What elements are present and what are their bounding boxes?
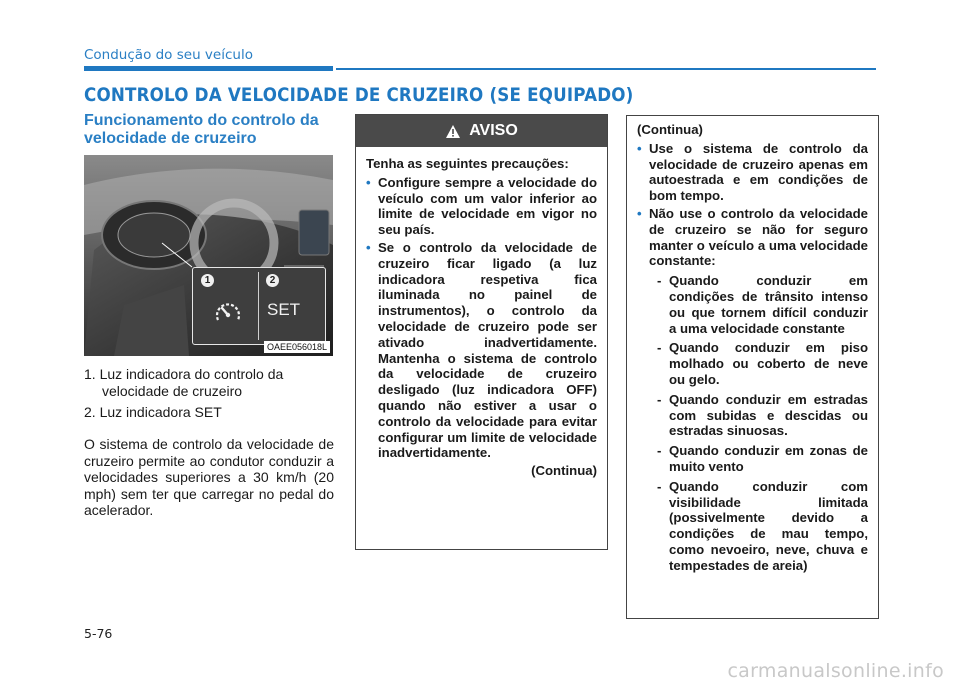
intro-paragraph: O sistema de controlo da velocidade de cruzeiro permite ao condutor conduzir a velocidades superiores a 30 km/h (20 mph) sem ter que carregar no pedal do acelerador. [84,436,334,518]
callout-2: 2 [266,274,279,287]
continuation-box [626,115,879,619]
section-header: Condução do seu veículo [84,47,253,63]
watermark: carmanualsonline.info [727,660,944,682]
list-item: • Se o controlo da velocidade de cruzeiro ficar ligado (a luz indicadora respetiva fica iluminada no painel de instrumentos), o controlo da velocidade de cruzeiro pode ser ativado inadvertidamente. Mantenha o sistema de controlo da velocidade de cruzeiro desligado (luz indicadora OFF) quando não estiver a usar o controlo da velocidade para evitar configurar um limite de velocidade inadvertidamente. [366,239,597,461]
page-title: CONTROLO DA VELOCIDADE DE CRUZEIRO (SE EQUIPADO) [84,84,634,106]
set-indicator: SET [267,300,301,319]
list-item: - Quando conduzir com visibilidade limitada (possivelmente devido a condições de mau tempo, como nevoeiro, neve, chuva e tempestades de areia) [657,478,868,573]
callout-1: 1 [201,274,214,287]
cluster-indicator-panel [192,267,326,345]
cruise-control-icon [213,298,243,328]
warning-triangle-icon [445,124,461,139]
warning-label: AVISO [469,122,518,139]
header-rule-thin [336,68,876,70]
warning-header [356,115,607,147]
list-item: - Quando conduzir em estradas com subidas e descidas ou estradas sinuosas. [657,391,868,439]
list-item: 2. Luz indicadora SET [84,404,222,420]
list-item: • Use o sistema de controlo da velocidade de cruzeiro apenas em autoestrada e em condições de bom tempo. [637,140,868,204]
page-number: 5-76 [84,626,113,641]
list-item: 1. Luz indicadora do controlo da velocidade de cruzeiro [84,366,284,399]
list-item: - Quando conduzir em condições de trânsito intenso ou que tornem difícil conduzir a uma velocidade constante [657,273,868,336]
warning-box [355,114,608,550]
list-item: - Quando conduzir em piso molhado ou coberto de neve ou gelo. [657,340,868,387]
list-item: • Não use o controlo da velocidade de cruzeiro se não for seguro manter o veículo a uma velocidade constante: - Quando conduzir em condições de trânsito intenso ou que tornem difícil conduzir a uma velocidade constante - Quando conduzir em piso molhado ou coberto de neve ou gelo. - Quando conduzir em estradas com subidas e descidas ou estradas sinuosas. - Quando conduzir em zonas de muito vento - Quando conduzir com visibilidade limitada (possivelmente devido a condições de mau tempo, como nevoeiro, neve, chuva e tempestades de areia) [637,205,868,573]
continued-label: (Continua) [531,463,597,479]
list-item: • Configure sempre a velocidade do veículo com um valor inferior ao limite de velocidade em vigor no seu país. [366,174,597,238]
continuation-lead: (Continua) [637,122,703,137]
subheading: Funcionamento do controlo da velocidade de cruzeiro [84,112,319,147]
header-rule-thick [84,66,333,71]
dashboard-photo [84,155,333,356]
image-code: OAEE056018L [264,341,330,353]
warning-lead: Tenha as seguintes precauções: [366,156,569,171]
indicator-list [84,366,334,426]
list-item: - Quando conduzir em zonas de muito vento [657,443,868,474]
